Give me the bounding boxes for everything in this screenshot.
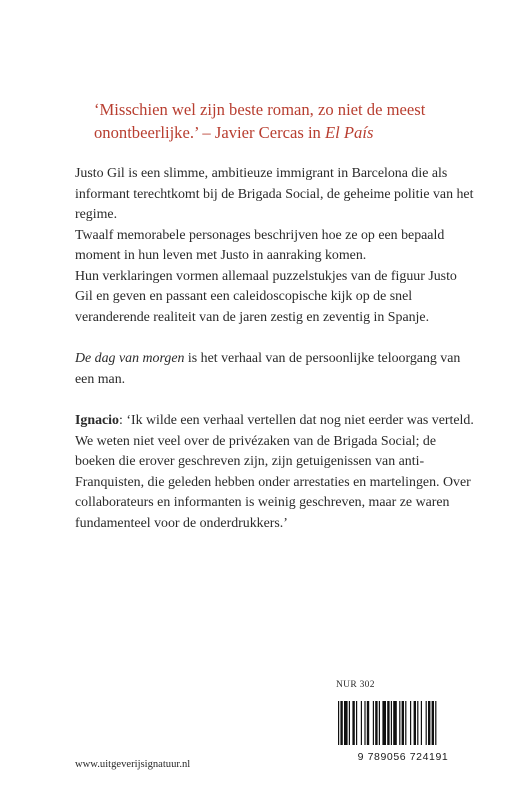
press-quote — [94, 98, 484, 144]
barcode-bar — [373, 701, 374, 745]
barcode-bar — [405, 701, 406, 745]
blurb — [75, 164, 475, 534]
barcode-bar — [344, 701, 348, 745]
barcode-bar — [435, 701, 436, 745]
blurb-paragraph-3: Hun verklaringen vormen allemaal puzzelstukjes van de figuur Justo Gil en geven en passant een caleidoscopische kijk op de snel veranderende realiteit van de jaren zestig en zeventig in Spanje. — [75, 268, 457, 325]
barcode-bars — [335, 699, 470, 749]
isbn-number: 9 789056 724191 — [357, 751, 449, 763]
barcode-bar — [428, 701, 430, 745]
publisher-website: www.uitgeverijsignatuur.nl — [75, 759, 191, 770]
barcode-bar — [356, 701, 357, 745]
press-quote-text: ‘Misschien wel zijn beste roman, zo niet de meest onontbeerlijke.’ – Javier Cercas in — [94, 100, 426, 142]
barcode-bar — [399, 701, 400, 745]
blurb-paragraph-1: Justo Gil is een slimme, ambitieuze immigrant in Barcelona die als informant terechtkomt bij de Brigada Social, de geheime politie van het regime. — [75, 166, 474, 222]
barcode — [335, 699, 470, 800]
barcode-bar — [352, 701, 354, 745]
barcode-bar — [410, 701, 411, 745]
barcode-bar — [417, 701, 418, 745]
barcode-bar — [379, 701, 380, 745]
book-title: De dag van morgen — [75, 351, 185, 366]
press-quote-source: El País — [325, 123, 374, 142]
barcode-bar — [375, 701, 377, 745]
barcode-bar — [393, 701, 397, 745]
barcode-bar — [391, 701, 392, 745]
blurb-paragraph-4: De dag van morgen is het verhaal van de persoonlijke teloorgang van een man. — [75, 351, 461, 387]
author-name: Ignacio — [75, 413, 119, 428]
nur-code: NUR 302 — [336, 680, 375, 690]
barcode-bar — [432, 701, 434, 745]
barcode-bar — [382, 701, 386, 745]
barcode-bar — [349, 701, 350, 745]
author-quote: Ignacio: ‘Ik wilde een verhaal vertellen dat nog niet eerder was verteld. We weten niet veel over de privézaken van de Brigada Social; de boeken die erover geschreven zijn, zijn getuigenissen van anti-Franquisten, die geleden hebben onder arrestaties en martelingen. Over collaborateurs en informanten is weinig geschreven, maar ze waren fundamenteel voor de onderdrukkers.’ — [75, 413, 474, 531]
barcode-bar — [387, 701, 389, 745]
blurb-paragraph-2: Twaalf memorabele personages beschrijven hoe ze op een bepaald moment in hun leven met Justo in aanraking komen. — [75, 227, 445, 263]
barcode-bar — [426, 701, 427, 745]
barcode-bar — [402, 701, 404, 745]
barcode-bar — [414, 701, 416, 745]
barcode-bar — [364, 701, 365, 745]
barcode-bar — [340, 701, 342, 745]
barcode-bar — [421, 701, 422, 745]
barcode-bar — [361, 701, 362, 745]
barcode-bar — [338, 701, 339, 745]
barcode-bar — [367, 701, 369, 745]
